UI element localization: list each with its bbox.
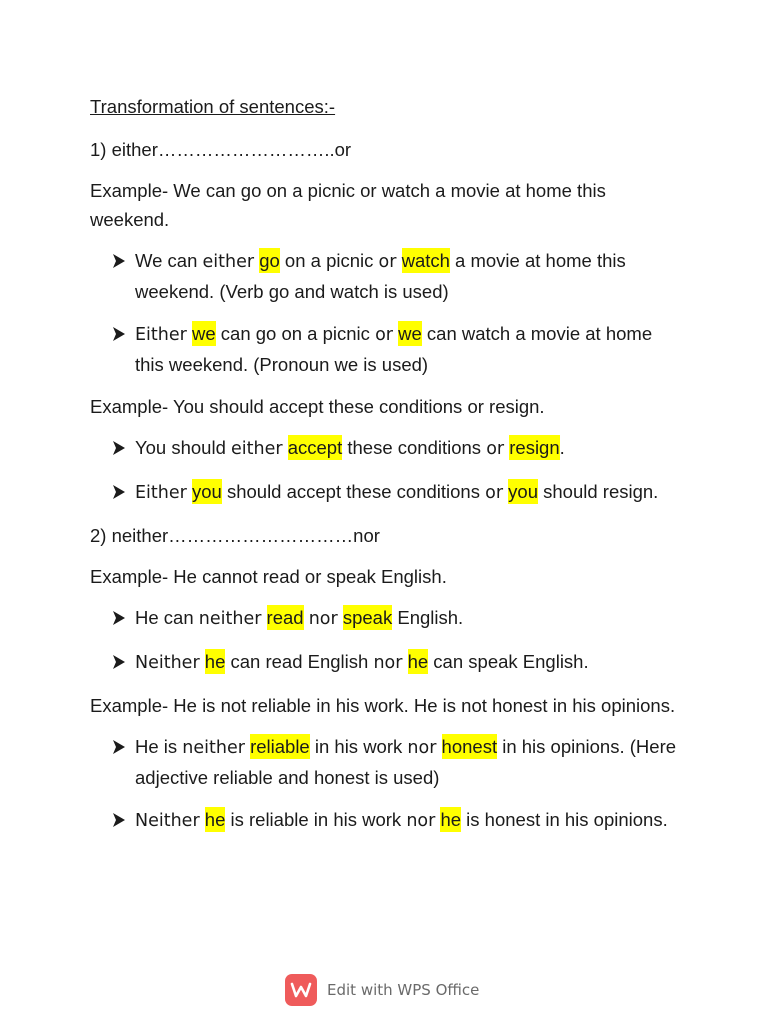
text: We can: [135, 250, 203, 271]
text: on a picnic: [279, 250, 379, 271]
example-text: Example- He is not reliable in his work. He is not honest in his opinions.: [90, 695, 676, 716]
text: [261, 607, 266, 628]
highlighted-word: we: [398, 323, 422, 344]
text: can watch a movie at home this weekend. (Pronoun we is used): [135, 323, 653, 375]
function-word: Either: [135, 483, 187, 503]
highlighted-word: he: [204, 809, 226, 830]
edit-with-wps-office-button[interactable]: [285, 973, 479, 1007]
example-text: Example- You should accept these conditions or resign.: [90, 396, 545, 417]
highlighted-word: read: [266, 607, 304, 628]
function-word: neither: [198, 609, 262, 629]
text: can go on a picnic: [215, 323, 376, 344]
text: should accept these conditions: [221, 481, 486, 502]
highlighted-word: resign: [509, 437, 560, 458]
wps-edit-label: Edit with WPS Office: [327, 981, 480, 999]
arrowhead-bullet-icon: [112, 485, 126, 499]
highlighted-word: speak: [342, 607, 393, 628]
function-word: Neither: [135, 811, 200, 831]
bullet-item: [90, 805, 680, 836]
arrowhead-bullet-icon: [112, 740, 126, 754]
text: a movie at home this weekend. (Verb go and watch is used): [135, 250, 626, 302]
bullet-item: [90, 433, 680, 464]
bullet-item: [90, 603, 680, 634]
text: You should: [135, 437, 232, 458]
bullet-item: [90, 246, 680, 306]
text: in his opinions. (Here adjective reliable and honest is used): [135, 736, 677, 788]
text: [402, 651, 407, 672]
function-word: nor: [407, 738, 437, 758]
example-text: Example- We can go on a picnic or watch a movie at home this weekend.: [90, 180, 606, 230]
function-word: Neither: [135, 653, 200, 673]
text: [396, 250, 401, 271]
arrowhead-bullet-icon: [112, 813, 126, 827]
section-heading-neither-nor: 2) neither…………………………nor: [90, 525, 380, 546]
wps-logo-icon: [285, 974, 317, 1006]
arrowhead-bullet-icon: [112, 254, 126, 268]
function-word: nor: [373, 653, 403, 673]
arrowhead-bullet-icon: [112, 327, 126, 341]
highlighted-word: he: [407, 651, 429, 672]
bullet-item: [90, 647, 680, 678]
text: is honest in his opinions.: [461, 809, 668, 830]
text: He can: [135, 607, 199, 628]
document-title: Transformation of sentences:-: [90, 96, 336, 117]
example-text: Example- He cannot read or speak English.: [90, 566, 447, 587]
text: [436, 736, 441, 757]
function-word: either: [202, 252, 255, 272]
text: can read English: [225, 651, 374, 672]
function-word: either: [231, 439, 283, 459]
highlighted-word: you: [508, 481, 538, 502]
function-word: nor: [406, 811, 436, 831]
text: should resign.: [537, 481, 659, 502]
arrowhead-bullet-icon: [112, 611, 126, 625]
text: these conditions: [342, 437, 487, 458]
text: is reliable in his work: [225, 809, 407, 830]
highlighted-word: he: [440, 809, 462, 830]
highlighted-word: you: [191, 481, 222, 502]
highlighted-word: go: [259, 250, 280, 271]
text: [200, 651, 205, 672]
text: English.: [392, 607, 464, 628]
function-word: Either: [135, 325, 187, 345]
bullet-item: [90, 477, 680, 508]
function-word: or: [485, 483, 504, 503]
bullet-item: [90, 319, 680, 379]
highlighted-word: honest: [441, 736, 498, 757]
document-body: [90, 92, 680, 849]
highlighted-word: reliable: [250, 736, 310, 757]
text: [283, 437, 288, 458]
highlighted-word: we: [191, 323, 216, 344]
highlighted-word: watch: [401, 250, 450, 271]
text: [200, 809, 205, 830]
text: can speak English.: [428, 651, 589, 672]
function-word: or: [378, 252, 397, 272]
text: He is: [135, 736, 183, 757]
section-heading-either-or: 1) either………………………..or: [90, 139, 352, 160]
highlighted-word: he: [204, 651, 226, 672]
function-word: or: [486, 439, 505, 459]
highlighted-word: accept: [287, 437, 343, 458]
function-word: or: [375, 325, 393, 345]
text: .: [559, 437, 565, 458]
arrowhead-bullet-icon: [112, 441, 126, 455]
function-word: neither: [182, 738, 245, 758]
text: in his work: [309, 736, 408, 757]
function-word: nor: [308, 609, 338, 629]
arrowhead-bullet-icon: [112, 655, 126, 669]
bullet-item: [90, 732, 680, 792]
